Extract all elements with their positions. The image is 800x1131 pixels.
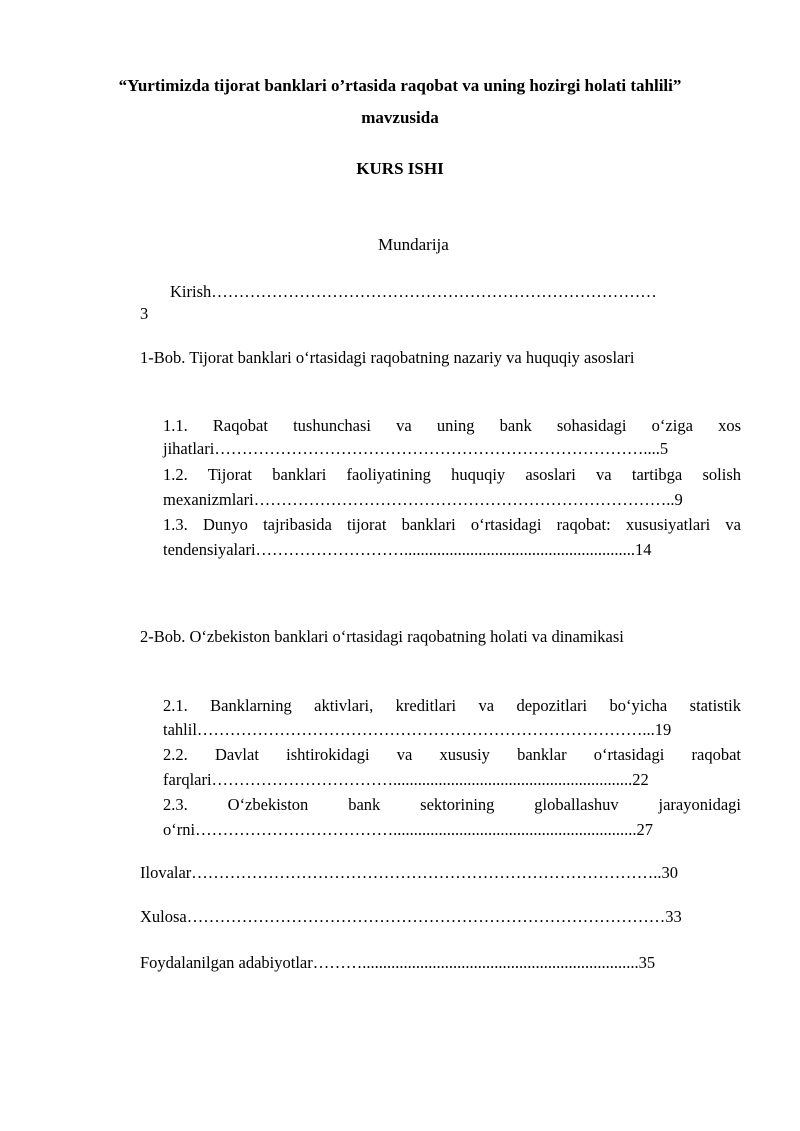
document-subtitle: KURS ISHI — [356, 159, 444, 178]
toc-entry-1-3 — [163, 515, 741, 535]
toc-entry-line: 1.3. Dunyo tajribasida tijorat banklari o‘rtasidagi raqobat: xususiyatlari va — [163, 515, 741, 534]
toc-entry-1-3-page: tendensiyalari………………………........................................................14 — [163, 540, 652, 559]
toc-entry-line: 1.1. Raqobat tushunchasi va uning bank sohasidagi o‘ziga xos — [163, 416, 741, 435]
toc-entry-kirish: Kirish……………………………………………………………………… — [170, 282, 657, 301]
toc-entry-line: 2.2. Davlat ishtirokidagi va xususiy banklar o‘rtasidagi raqobat — [163, 745, 741, 764]
document-title-continuation: mavzusida — [361, 108, 439, 127]
toc-chapter-2-title: 2-Bob. O‘zbekiston banklari o‘rtasidagi raqobatning holati va dinamikasi — [140, 627, 624, 646]
toc-chapter-1-title: 1-Bob. Tijorat banklari o‘rtasidagi raqobatning nazariy va huquqiy asoslari — [140, 348, 635, 367]
toc-entry-xulosa: Xulosa……………………………………………………………………………33 — [140, 907, 682, 926]
toc-entry-2-2 — [163, 745, 741, 765]
toc-entry-adabiyotlar: Foydalanilgan adabiyotlar………...................................................................35 — [140, 953, 656, 972]
toc-entry-line: 2.3. O‘zbekiston bank sektorining globallashuv jarayonidagi — [163, 795, 741, 814]
toc-heading: Mundarija — [378, 235, 449, 254]
toc-entry-2-3-page: o‘rni………………………………...........................................................27 — [163, 820, 653, 839]
toc-entry-1-1 — [163, 416, 741, 436]
toc-entry-1-2 — [163, 465, 741, 485]
toc-entry-1-2-page: mexanizmlari…………………………………………………………………..9 — [163, 490, 683, 509]
toc-entry-1-1-page: jihatlari……………………………………………………………………....5 — [163, 439, 669, 458]
toc-entry-2-1 — [163, 696, 741, 716]
toc-entry-line: 1.2. Tijorat banklari faoliyatining huquqiy asoslari va tartibga solish — [163, 465, 741, 484]
toc-entry-kirish-page: 3 — [140, 304, 149, 323]
toc-entry-2-2-page: farqlari……………………………..........................................................22 — [163, 770, 649, 789]
toc-entry-ilovalar: Ilovalar…………………………………………………………………………..30 — [140, 863, 679, 882]
document-title: “Yurtimizda tijorat banklari o’rtasida raqobat va uning hozirgi holati tahlili” — [118, 76, 682, 95]
toc-entry-2-1-page: tahlil………………………………………………………………………...19 — [163, 720, 672, 739]
toc-entry-line: 2.1. Banklarning aktivlari, kreditlari va depozitlari bo‘yicha statistik — [163, 696, 741, 715]
toc-entry-2-3 — [163, 795, 741, 815]
